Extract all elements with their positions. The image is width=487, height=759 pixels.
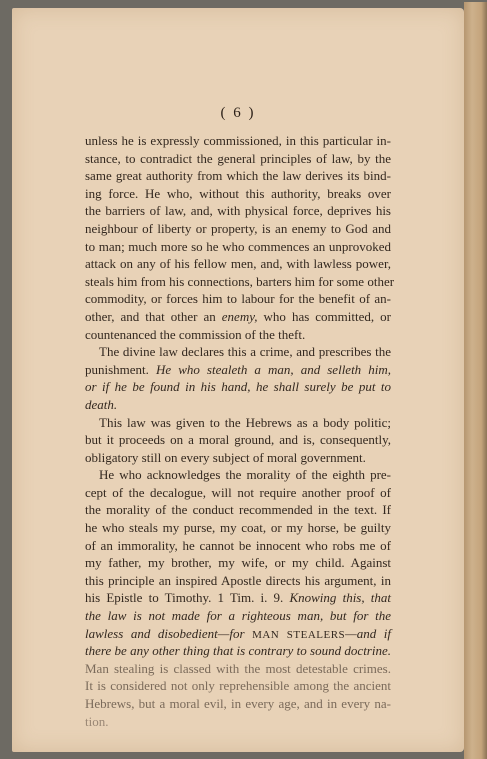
text-line [85,378,391,396]
text-segment: obligatory still on every subject of moral government. [85,449,366,465]
text-segment: to man; much more so he who commences an unprovoked [85,238,391,254]
text-segment: Hebrews, but a moral evil, in every age, and in every na- [85,696,391,711]
text-segment: this principle an inspired Apostle directs his argument, in [85,572,391,588]
text-line [85,713,391,731]
text-line [85,167,391,185]
text-segment: unless he is expressly commissioned, in this particular in- [85,133,391,148]
text-line [85,466,391,484]
text-line [85,695,391,713]
text-line [85,185,391,203]
text-line [85,589,391,607]
text-segment: commodity, or forces him to labour for the benefit of an- [85,291,391,307]
small-caps-segment: MAN STEALERS [252,628,346,641]
text-line [85,396,391,414]
text-segment: The divine law declares this a crime, and prescribes the [99,344,391,360]
text-segment: his Epistle to Timothy. 1 Tim. i. 9. [85,590,290,606]
text-segment: other, and that other an [85,308,222,324]
page-number: ( 6 ) [220,105,256,121]
text-segment: my father, my brother, my wife, or my child. Against [85,555,391,571]
text-line [85,642,391,660]
text-line [85,202,391,220]
text-line [85,326,391,344]
text-line [85,238,391,256]
text-line [85,677,391,695]
italic-segment: or if he be found in his hand, he shall surely be put to [85,379,391,395]
text-line [85,537,391,555]
text-line [85,273,395,291]
text-line [85,343,391,361]
text-segment: same great authority from which the law derives its bind- [85,168,391,184]
italic-segment: there be any other thing that is contrary to sound doctrine. [85,643,391,659]
text-line [85,607,391,625]
text-segment: who has committed, or [257,308,391,324]
text-segment: cept of the decalogue, will not require another proof of [85,484,391,500]
text-line [85,414,391,432]
italic-segment: —and if [345,625,391,641]
text-line [85,361,391,379]
text-segment: He who acknowledges the morality of the eighth pre- [99,467,391,483]
text-segment: the barriers of law, and, with physical force, deprives his [85,203,391,219]
text-segment: attack on any of his fellow men, and, with lawless power, [85,256,391,272]
text-line [85,150,391,168]
text-line [85,308,391,326]
text-segment: This law was given to the Hebrews as a body politic; [99,414,391,430]
text-segment: Man stealing is classed with the most detestable crimes. [85,660,391,676]
text-segment: he who steals my purse, my coat, or my horse, be guilty [85,520,391,536]
text-line [85,255,391,273]
book-spine-edge [464,2,487,759]
text-line [85,484,391,502]
text-segment: neighbour of liberty or property, is an enemy to God and [85,220,391,236]
text-line [85,220,391,238]
italic-segment: death. [85,396,118,412]
text-segment: ing force. He who, without this authority, breaks over [85,185,391,201]
text-line [85,290,391,308]
text-segment: It is considered not only reprehensible among the ancient [85,678,391,694]
text-segment: the morality of the conduct recommended in the text. If [85,502,391,518]
text-line [85,519,391,537]
text-segment: of an immorality, he cannot be innocent who robs me of [85,537,391,553]
book-page [12,8,464,752]
text-line [85,132,391,150]
text-line [85,572,391,590]
italic-segment: Knowing this, that [289,590,391,606]
text-line [85,449,391,467]
text-segment: steals him from his connections, barters him for some other [85,273,395,289]
body-text [85,132,395,730]
italic-segment: He who stealeth a man, and selleth him, [155,361,391,377]
text-line [85,660,391,678]
text-line [85,501,391,519]
text-line [85,554,391,572]
text-line [85,625,391,643]
text-segment: punishment. [85,361,156,377]
italic-segment: enemy, [221,308,258,324]
text-segment: but it proceeds on a moral ground, and is, consequently, [85,432,391,448]
italic-segment: the law is not made for a righteous man, but for the [85,608,391,624]
text-segment: stance, to contradict the general principles of law, by the [85,150,391,166]
italic-segment: lawless and disobedient—for [85,625,253,641]
text-line [85,431,391,449]
text-segment: tion. [85,713,109,729]
text-segment: countenanced the commission of the theft. [85,326,306,342]
